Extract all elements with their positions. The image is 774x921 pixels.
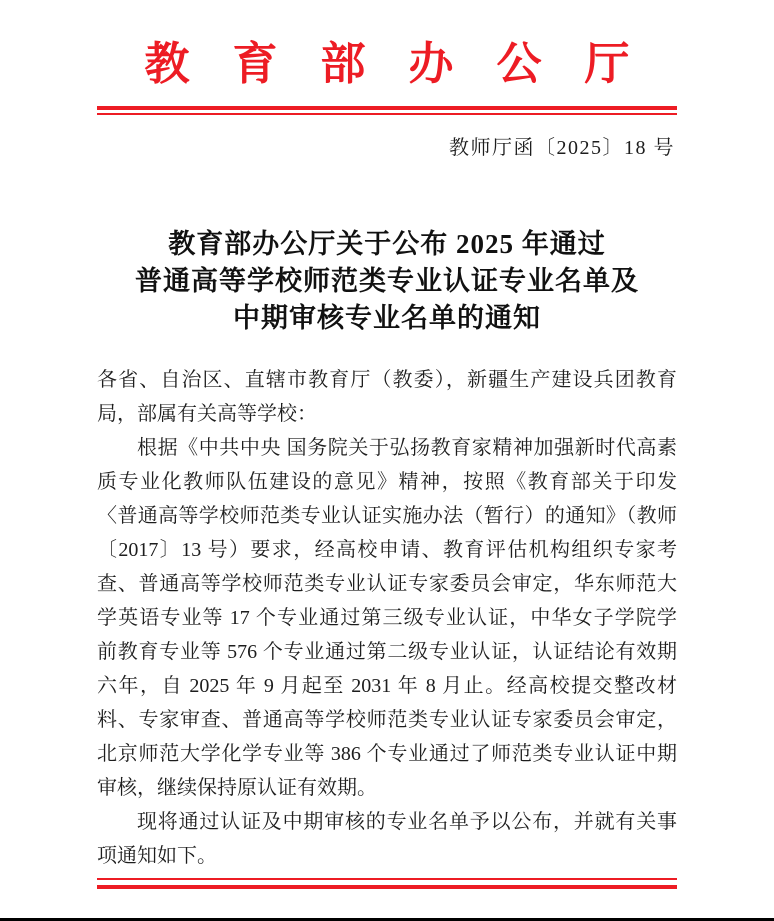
title-line-2: 普通高等学校师范类专业认证专业名单及 — [135, 266, 639, 296]
body-line: 料、专家审查、普通高等学校师范类专业认证专家委员会审定， — [97, 709, 677, 731]
footer-rule-thin — [97, 878, 677, 880]
document-reference-number: 教师厅函〔2025〕18 号 — [449, 137, 675, 159]
body-line: 项通知如下。 — [97, 845, 217, 867]
body-line: 查、普通高等学校师范类专业认证专家委员会审定，华东师范大 — [97, 573, 677, 595]
letterhead-org-name: 教育部办公厅 — [144, 39, 673, 89]
body-line: 根据《中共中央 国务院关于弘扬教育家精神加强新时代高素 — [137, 437, 677, 459]
body-line: 六年，自 2025 年 9 月起至 2031 年 8 月止。经高校提交整改材 — [97, 675, 677, 697]
body-line: 学英语专业等 17 个专业通过第三级专业认证，中华女子学院学 — [97, 607, 677, 629]
body-line: 〔2017〕13 号）要求，经高校申请、教育评估机构组织专家考 — [97, 539, 677, 561]
document-title — [97, 226, 677, 337]
footer-rule-thick — [97, 885, 677, 889]
body-line: 前教育专业等 576 个专业通过第二级专业认证，认证结论有效期 — [97, 641, 677, 663]
body-line: 北京师范大学化学专业等 386 个专业通过了师范类专业认证中期 — [97, 743, 677, 765]
title-line-3: 中期审核专业名单的通知 — [233, 303, 541, 333]
title-line-1: 教育部办公厅关于公布 2025 年通过 — [168, 229, 606, 259]
body-line: 〈普通高等学校师范类专业认证实施办法（暂行）的通知》（教师 — [97, 505, 677, 527]
letterhead-rule-thin — [97, 113, 677, 115]
body-line: 现将通过认证及中期审核的专业名单予以公布，并就有关事 — [137, 811, 677, 833]
body-line: 局，部属有关高等学校： — [97, 403, 317, 425]
body-line: 质专业化教师队伍建设的意见》精神，按照《教育部关于印发 — [97, 471, 677, 493]
document-body — [97, 363, 677, 873]
body-line: 各省、自治区、直辖市教育厅（教委），新疆生产建设兵团教育 — [97, 369, 677, 391]
body-line: 审核，继续保持原认证有效期。 — [97, 777, 377, 799]
letterhead-rule-thick — [97, 106, 677, 110]
